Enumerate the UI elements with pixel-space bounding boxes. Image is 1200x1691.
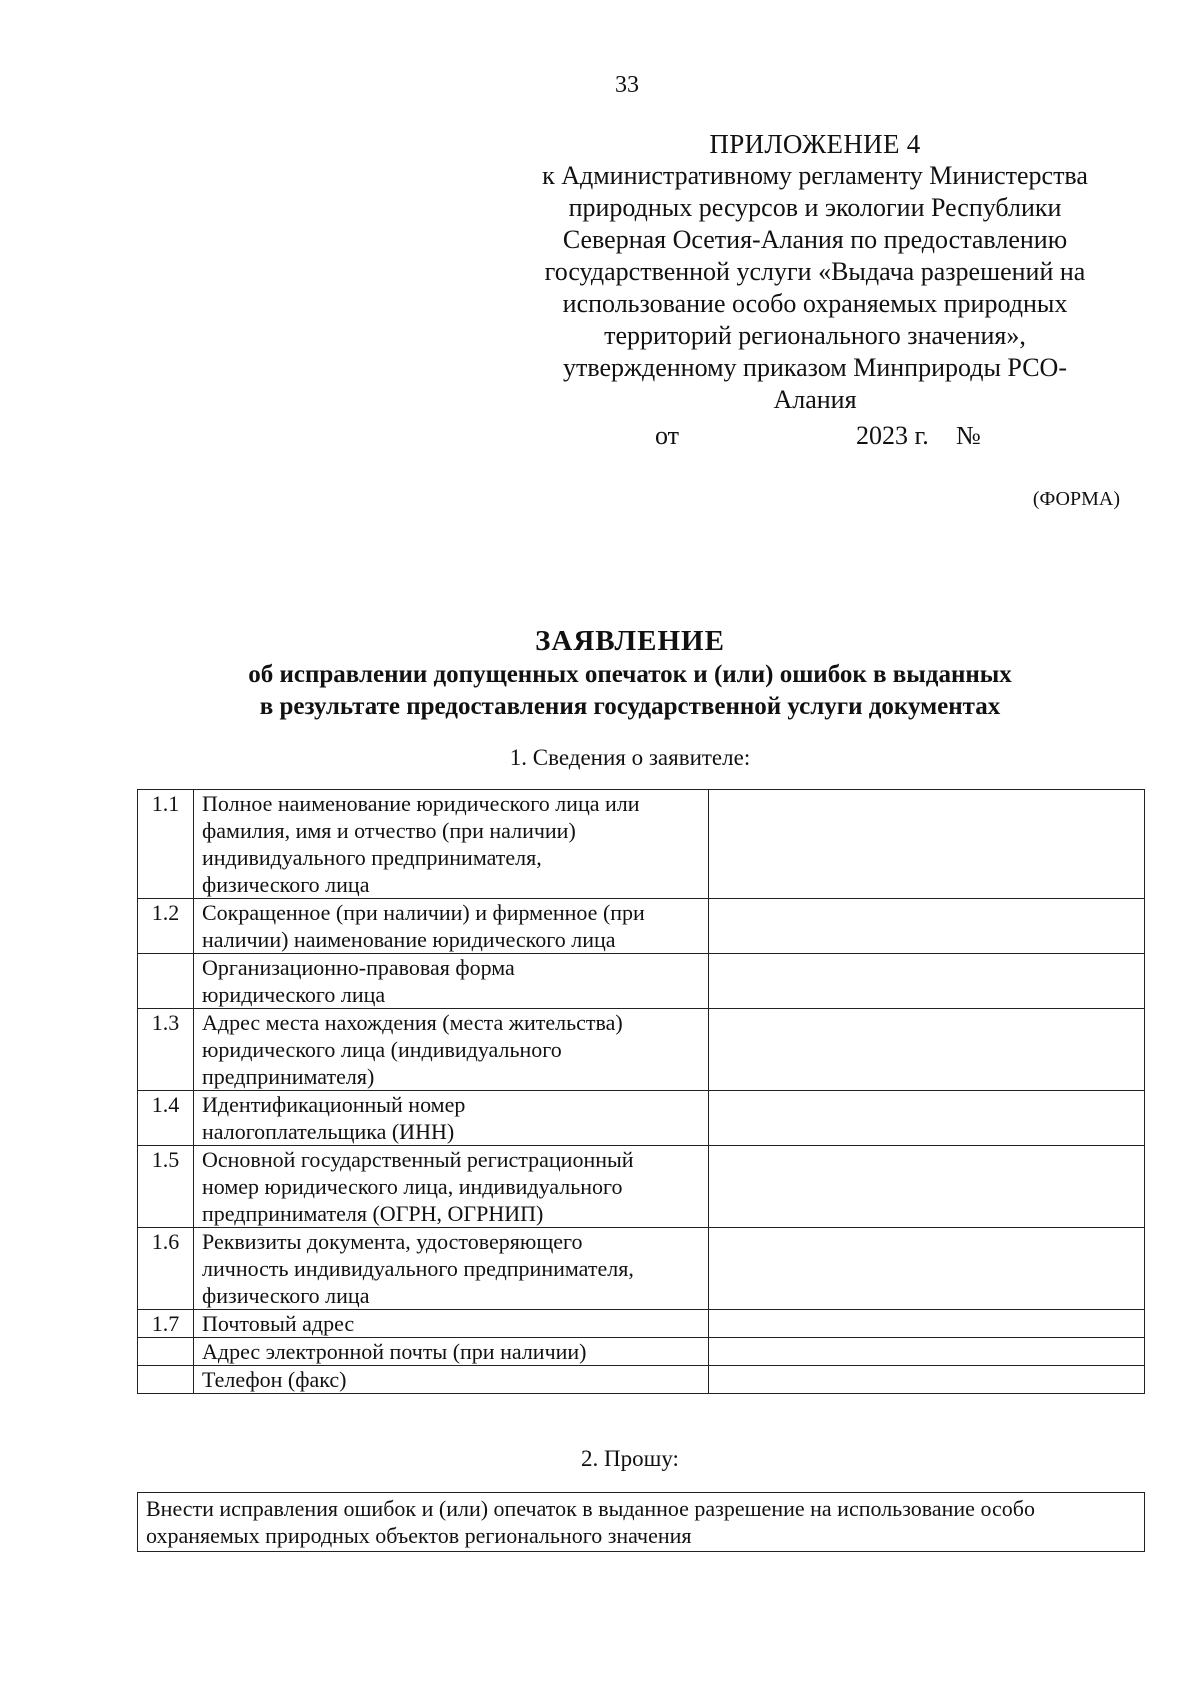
table-row: [138, 1146, 1145, 1228]
appendix-title: ПРИЛОЖЕНИЕ 4: [709, 129, 921, 159]
row-description: [194, 1146, 709, 1228]
appendix-line: использование особо охраняемых природных: [562, 289, 1068, 318]
page-number: 33: [615, 72, 639, 98]
row-description: [194, 899, 709, 954]
table-row: [138, 790, 1145, 899]
row-description-line: индивидуального предпринимателя,: [202, 845, 542, 870]
row-number: 1.6: [138, 1228, 194, 1310]
row-description: [194, 1310, 709, 1338]
section-request-title: 2. Прошу:: [581, 1446, 679, 1471]
number-sign-label: №: [956, 421, 981, 450]
document-subtitle-line: в результате предоставления государственной услуги документах: [259, 693, 1001, 720]
document-title: ЗАЯВЛЕНИЕ: [535, 625, 725, 657]
row-description-line: Адрес электронной почты (при наличии): [202, 1339, 587, 1364]
request-text-line: Внести исправления ошибок и (или) опечаток в выданное разрешение на использование особо: [146, 1496, 1035, 1521]
row-description-line: Идентификационный номер: [202, 1092, 466, 1117]
request-box: [137, 1492, 1145, 1552]
table-row: [138, 1366, 1145, 1394]
row-number: 1.3: [138, 1009, 194, 1091]
row-description-line: Телефон (факс): [202, 1367, 347, 1392]
date-from-label: от: [655, 421, 680, 450]
appendix-line: государственной услуги «Выдача разрешений на: [544, 257, 1086, 286]
row-number: 1.2: [138, 899, 194, 954]
table-row: [138, 1338, 1145, 1366]
appendix-line: к Административному регламенту Министерства: [542, 161, 1088, 190]
row-value-field[interactable]: [709, 1366, 1145, 1394]
appendix-line: Алания: [773, 385, 857, 414]
section-applicant-title: 1. Сведения о заявителе:: [509, 745, 751, 770]
table-row: [138, 899, 1145, 954]
row-description-line: физического лица: [202, 872, 370, 897]
row-description-line: Почтовый адрес: [202, 1311, 355, 1336]
document-heading: [140, 623, 1120, 723]
row-description-line: Организационно-правовая форма: [202, 955, 515, 980]
row-description-line: Реквизиты документа, удостоверяющего: [202, 1229, 583, 1254]
row-value-field[interactable]: [709, 954, 1145, 1009]
appendix-line: утвержденному приказом Минприроды РСО-: [562, 353, 1067, 382]
row-value-field[interactable]: [709, 1091, 1145, 1146]
appendix-line: территорий регионального значения»,: [604, 321, 1026, 350]
row-description-line: предпринимателя): [202, 1064, 375, 1089]
row-description-line: юридического лица (индивидуального: [202, 1037, 562, 1062]
table-row: [138, 1091, 1145, 1146]
date-year-label: 2023 г.: [856, 421, 929, 450]
row-number: 1.1: [138, 790, 194, 899]
row-description: [194, 1366, 709, 1394]
table-row: [138, 1310, 1145, 1338]
row-description-line: физического лица: [202, 1283, 370, 1308]
appendix-line: Северная Осетия-Алания по предоставлению: [562, 225, 1068, 254]
applicant-info-table: [137, 789, 1145, 1394]
row-description: [194, 954, 709, 1009]
row-description-line: наличии) наименование юридического лица: [202, 927, 616, 952]
row-value-field[interactable]: [709, 1310, 1145, 1338]
row-value-field[interactable]: [709, 899, 1145, 954]
row-description: [194, 790, 709, 899]
row-description-line: Сокращенное (при наличии) и фирменное (при: [202, 900, 645, 925]
table-row: [138, 1228, 1145, 1310]
row-number: 1.5: [138, 1146, 194, 1228]
table-row: [138, 1009, 1145, 1091]
row-description: [194, 1228, 709, 1310]
row-description-line: фамилия, имя и отчество (при наличии): [202, 818, 576, 843]
row-number: [138, 1338, 194, 1366]
appendix-line: природных ресурсов и экологии Республики: [568, 193, 1062, 222]
row-description: [194, 1338, 709, 1366]
appendix-block: [510, 128, 1120, 452]
row-number: 1.4: [138, 1091, 194, 1146]
row-description: [194, 1009, 709, 1091]
row-number: [138, 1366, 194, 1394]
row-description: [194, 1091, 709, 1146]
row-value-field[interactable]: [709, 790, 1145, 899]
row-description-line: предпринимателя (ОГРН, ОГРНИП): [202, 1201, 544, 1226]
row-description-line: Полное наименование юридического лица или: [202, 791, 640, 816]
row-number: 1.7: [138, 1310, 194, 1338]
row-description-line: Основной государственный регистрационный: [202, 1147, 634, 1172]
document-subtitle-line: об исправлении допущенных опечаток и (или) ошибок в выданных: [248, 661, 1012, 688]
row-description-line: Адрес места нахождения (места жительства): [202, 1010, 623, 1035]
row-value-field[interactable]: [709, 1338, 1145, 1366]
row-description-line: личность индивидуального предпринимателя,: [202, 1256, 634, 1281]
row-number: [138, 954, 194, 1009]
table-row: [138, 954, 1145, 1009]
appendix-date-line: [510, 420, 1120, 452]
row-value-field[interactable]: [709, 1009, 1145, 1091]
row-description-line: налогоплательщика (ИНН): [202, 1119, 455, 1144]
request-text-line: охраняемых природных объектов регионального значения: [146, 1523, 692, 1548]
row-value-field[interactable]: [709, 1146, 1145, 1228]
row-value-field[interactable]: [709, 1228, 1145, 1310]
row-description-line: юридического лица: [202, 982, 386, 1007]
row-description-line: номер юридического лица, индивидуального: [202, 1174, 623, 1199]
form-label: (ФОРМА): [1032, 488, 1120, 510]
